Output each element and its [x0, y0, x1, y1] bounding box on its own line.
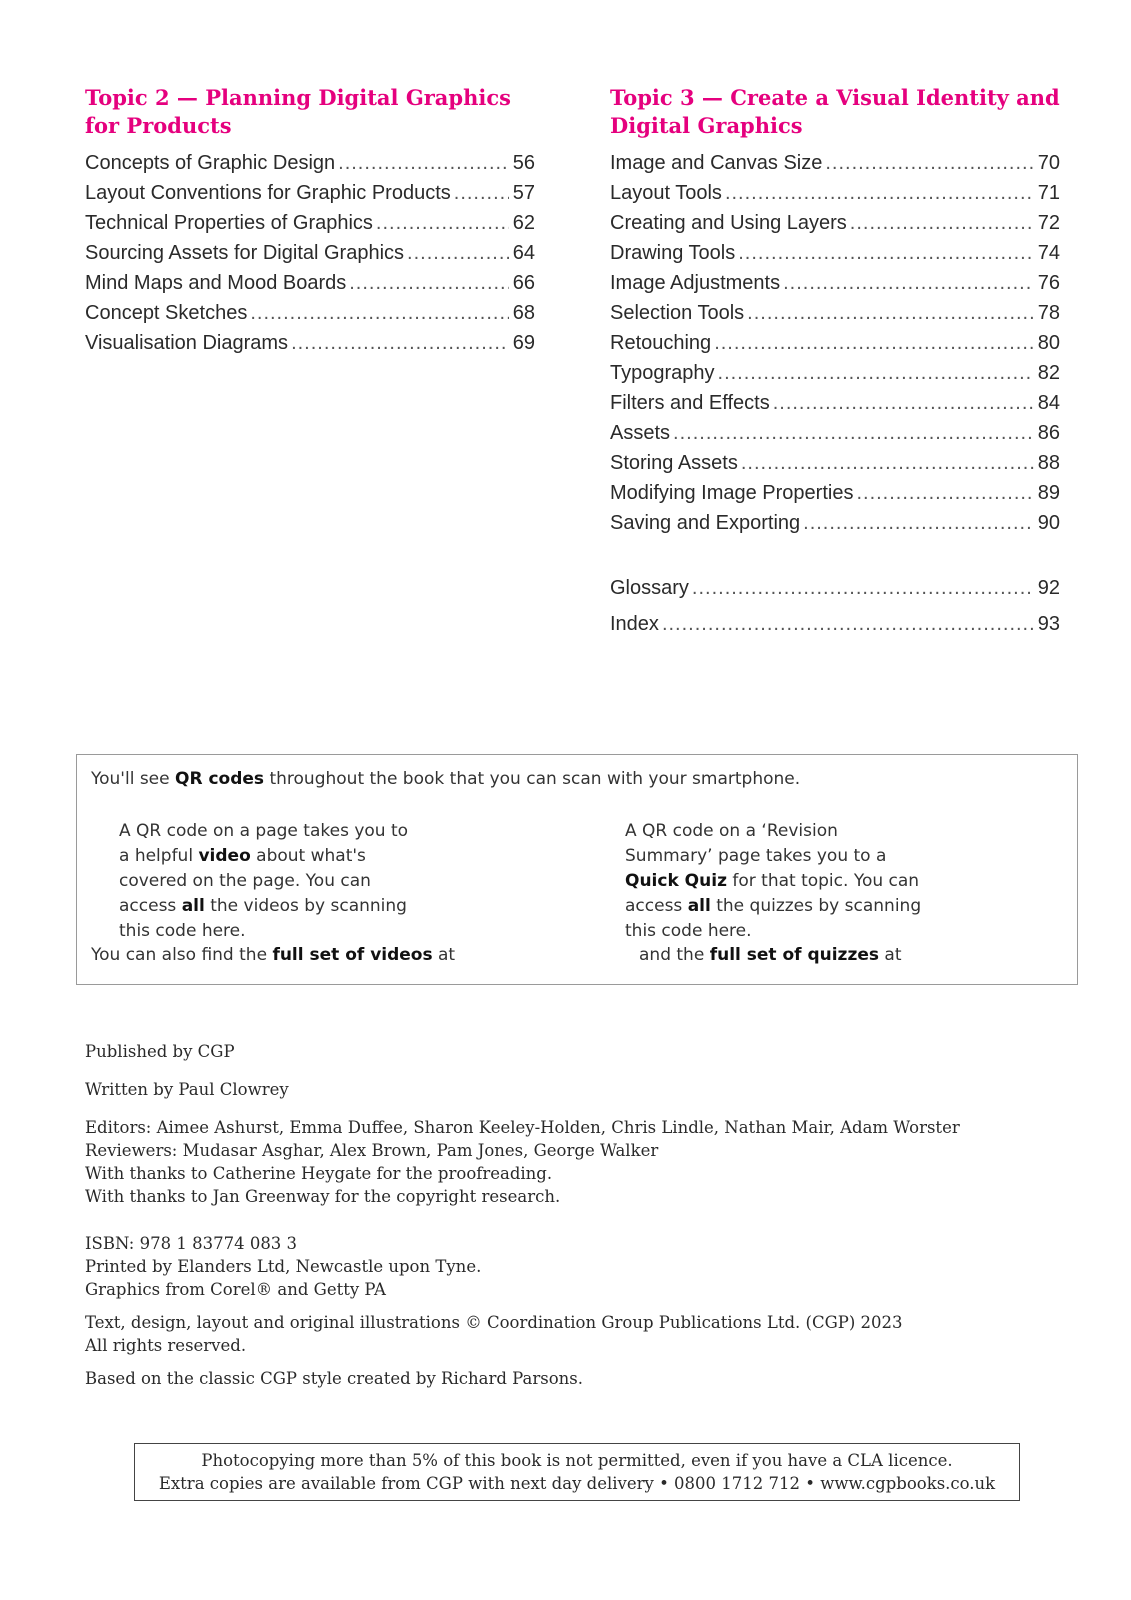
- toc-item-label: Filters and Effects: [610, 392, 770, 414]
- toc-leader: [291, 328, 509, 358]
- toc-item-label: Concepts of Graphic Design: [85, 152, 336, 174]
- toc-item[interactable]: [610, 268, 1060, 298]
- toc-item[interactable]: [85, 178, 535, 208]
- toc-item-label: Index: [610, 613, 659, 635]
- toc-item-label: Modifying Image Properties: [610, 482, 854, 504]
- text-span: You'll see: [91, 769, 176, 789]
- toc-leader: [692, 570, 1034, 606]
- toc-leader: [376, 208, 509, 238]
- toc-item-page: 64: [512, 242, 535, 264]
- toc-item-label: Sourcing Assets for Digital Graphics: [85, 242, 405, 264]
- videos-link-text: [91, 945, 455, 965]
- video-emphasis: video: [198, 846, 251, 866]
- text-span: You can also find the: [91, 945, 273, 965]
- toc-item-page: 71: [1037, 182, 1060, 204]
- toc-item[interactable]: [85, 208, 535, 238]
- text-span: at: [879, 945, 902, 965]
- topic-3-list: [610, 148, 1060, 538]
- text-span: for that topic. You can access: [625, 871, 920, 916]
- toc-item-page: 80: [1037, 332, 1060, 354]
- full-set-quizzes-emphasis: full set of quizzes: [709, 945, 879, 965]
- editors-line: Editors: Aimee Ashurst, Emma Duffee, Sharon Keeley-Holden, Chris Lindle, Nathan Mair, Adam Worster: [85, 1118, 960, 1137]
- based-on-line: Based on the classic CGP style created by Richard Parsons.: [85, 1369, 583, 1388]
- toc-item-page: 93: [1037, 613, 1060, 635]
- text-span: the quizzes by scanning this code here.: [625, 896, 922, 941]
- extra-copies-notice: Extra copies are available from CGP with next day delivery • 0800 1712 712 • www.cgpbooks.co.uk: [158, 1474, 996, 1493]
- text-span: the videos by scanning this code here.: [119, 896, 407, 941]
- toc-item[interactable]: [85, 298, 535, 328]
- toc-item[interactable]: [85, 328, 535, 358]
- toc-item-page: 88: [1037, 452, 1060, 474]
- toc-item[interactable]: [610, 388, 1060, 418]
- qr-intro-text: [91, 769, 800, 789]
- proofreading-thanks: With thanks to Catherine Heygate for the proofreading.: [85, 1164, 553, 1183]
- topic-2-list: [85, 148, 535, 358]
- toc-item-label: Selection Tools: [610, 302, 745, 324]
- toc-item-page: 78: [1037, 302, 1060, 324]
- toc-item-label: Retouching: [610, 332, 712, 354]
- toc-leader: [662, 606, 1034, 642]
- topic-3-section: [610, 84, 1060, 642]
- toc-item-label: Concept Sketches: [85, 302, 248, 324]
- text-span: at: [432, 945, 456, 965]
- toc-item-page: 57: [512, 182, 535, 204]
- text-span: throughout the book that you can scan with your smartphone.: [264, 769, 801, 789]
- text-span: A QR code on a ‘Revision Summary’ page takes you to a: [625, 821, 887, 866]
- toc-item-page: 66: [512, 272, 535, 294]
- toc-item[interactable]: [610, 478, 1060, 508]
- graphics-source-line: Graphics from Corel® and Getty PA: [85, 1280, 386, 1299]
- toc-item-page: 86: [1037, 422, 1060, 444]
- author-line: Written by Paul Clowrey: [85, 1080, 289, 1099]
- toc-item-label: Visualisation Diagrams: [85, 332, 289, 354]
- toc-leader: [741, 448, 1034, 478]
- toc-item-label: Technical Properties of Graphics: [85, 212, 373, 234]
- qr-quiz-description: [625, 819, 925, 944]
- toc-item-glossary[interactable]: [610, 570, 1060, 606]
- photocopy-notice-box: [134, 1443, 1020, 1501]
- quizzes-link-text: [639, 945, 902, 965]
- toc-item-page: 92: [1037, 577, 1060, 599]
- toc-leader: [454, 178, 509, 208]
- text-span: and the: [639, 945, 710, 965]
- toc-item[interactable]: [610, 358, 1060, 388]
- toc-item-label: Creating and Using Layers: [610, 212, 847, 234]
- appendix-list: [610, 570, 1060, 642]
- toc-item[interactable]: [85, 238, 535, 268]
- toc-leader: [783, 268, 1034, 298]
- reviewers-line: Reviewers: Mudasar Asghar, Alex Brown, Pam Jones, George Walker: [85, 1141, 659, 1160]
- toc-item-page: 70: [1037, 152, 1060, 174]
- text-span: about what's covered on the page. You can access: [119, 846, 371, 916]
- toc-item-page: 76: [1037, 272, 1060, 294]
- full-set-videos-emphasis: full set of videos: [272, 945, 433, 965]
- credits-section: [85, 1040, 985, 1390]
- toc-item-label: Image Adjustments: [610, 272, 781, 294]
- toc-item-label: Glossary: [610, 577, 689, 599]
- toc-item-label: Layout Tools: [610, 182, 722, 204]
- text-span: A QR code on a page takes you to a helpful: [119, 821, 409, 866]
- toc-item-page: 89: [1037, 482, 1060, 504]
- toc-item[interactable]: [85, 148, 535, 178]
- toc-item[interactable]: [610, 418, 1060, 448]
- copyright-research-thanks: With thanks to Jan Greenway for the copyright research.: [85, 1187, 561, 1206]
- toc-item-page: 72: [1037, 212, 1060, 234]
- toc-item-label: Mind Maps and Mood Boards: [85, 272, 347, 294]
- quick-quiz-emphasis: Quick Quiz: [625, 871, 727, 891]
- copyright-line: Text, design, layout and original illustrations © Coordination Group Publications Ltd. (CGP) 2023: [85, 1313, 903, 1332]
- qr-codes-emphasis: QR codes: [175, 769, 265, 789]
- qr-video-description: [119, 819, 419, 944]
- toc-item-page: 62: [512, 212, 535, 234]
- toc-item[interactable]: [610, 148, 1060, 178]
- toc-item-page: 74: [1037, 242, 1060, 264]
- toc-leader: [714, 328, 1034, 358]
- toc-leader: [349, 268, 509, 298]
- toc-item[interactable]: [610, 508, 1060, 538]
- toc-item-page: 56: [512, 152, 535, 174]
- toc-item-page: 69: [512, 332, 535, 354]
- toc-item[interactable]: [610, 208, 1060, 238]
- toc-item-index[interactable]: [610, 606, 1060, 642]
- rights-line: All rights reserved.: [85, 1336, 247, 1355]
- toc-item[interactable]: [610, 328, 1060, 358]
- toc-item-label: Typography: [610, 362, 715, 384]
- toc-item-label: Saving and Exporting: [610, 512, 801, 534]
- toc-item[interactable]: [85, 268, 535, 298]
- toc-item-page: 82: [1037, 362, 1060, 384]
- toc-item-label: Storing Assets: [610, 452, 738, 474]
- toc-leader: [250, 298, 508, 328]
- toc-item[interactable]: [610, 178, 1060, 208]
- toc-item-page: 90: [1037, 512, 1060, 534]
- all-emphasis: all: [181, 896, 205, 916]
- toc-leader: [673, 418, 1034, 448]
- topic-3-title: Topic 3 — Create a Visual Identity and Digital Graphics: [610, 85, 1060, 138]
- photocopy-notice: Photocopying more than 5% of this book is not permitted, even if you have a CLA licence.: [201, 1451, 953, 1470]
- toc-item-label: Drawing Tools: [610, 242, 736, 264]
- toc-leader: [738, 238, 1034, 268]
- toc-leader: [747, 298, 1034, 328]
- topic-2-title: Topic 2 — Planning Digital Graphics for Products: [85, 85, 511, 138]
- toc-leader: [856, 478, 1033, 508]
- printer-line: Printed by Elanders Ltd, Newcastle upon Tyne.: [85, 1257, 482, 1276]
- toc-item[interactable]: [610, 448, 1060, 478]
- toc-leader: [825, 148, 1033, 178]
- toc-leader: [773, 388, 1034, 418]
- toc-leader: [338, 148, 509, 178]
- toc-item-label: Image and Canvas Size: [610, 152, 823, 174]
- toc-leader: [850, 208, 1034, 238]
- toc-leader: [407, 238, 509, 268]
- qr-info-box: [76, 754, 1078, 985]
- all-emphasis: all: [687, 896, 711, 916]
- topic-2-section: [85, 84, 535, 358]
- toc-leader: [718, 358, 1034, 388]
- isbn-line: ISBN: 978 1 83774 083 3: [85, 1234, 298, 1253]
- toc-item-page: 84: [1037, 392, 1060, 414]
- toc-item-label: Assets: [610, 422, 671, 444]
- toc-item-page: 68: [512, 302, 535, 324]
- toc-item[interactable]: [610, 298, 1060, 328]
- publisher-line: Published by CGP: [85, 1042, 235, 1061]
- toc-item-label: Layout Conventions for Graphic Products: [85, 182, 451, 204]
- toc-leader: [803, 508, 1034, 538]
- toc-leader: [725, 178, 1034, 208]
- toc-item[interactable]: [610, 238, 1060, 268]
